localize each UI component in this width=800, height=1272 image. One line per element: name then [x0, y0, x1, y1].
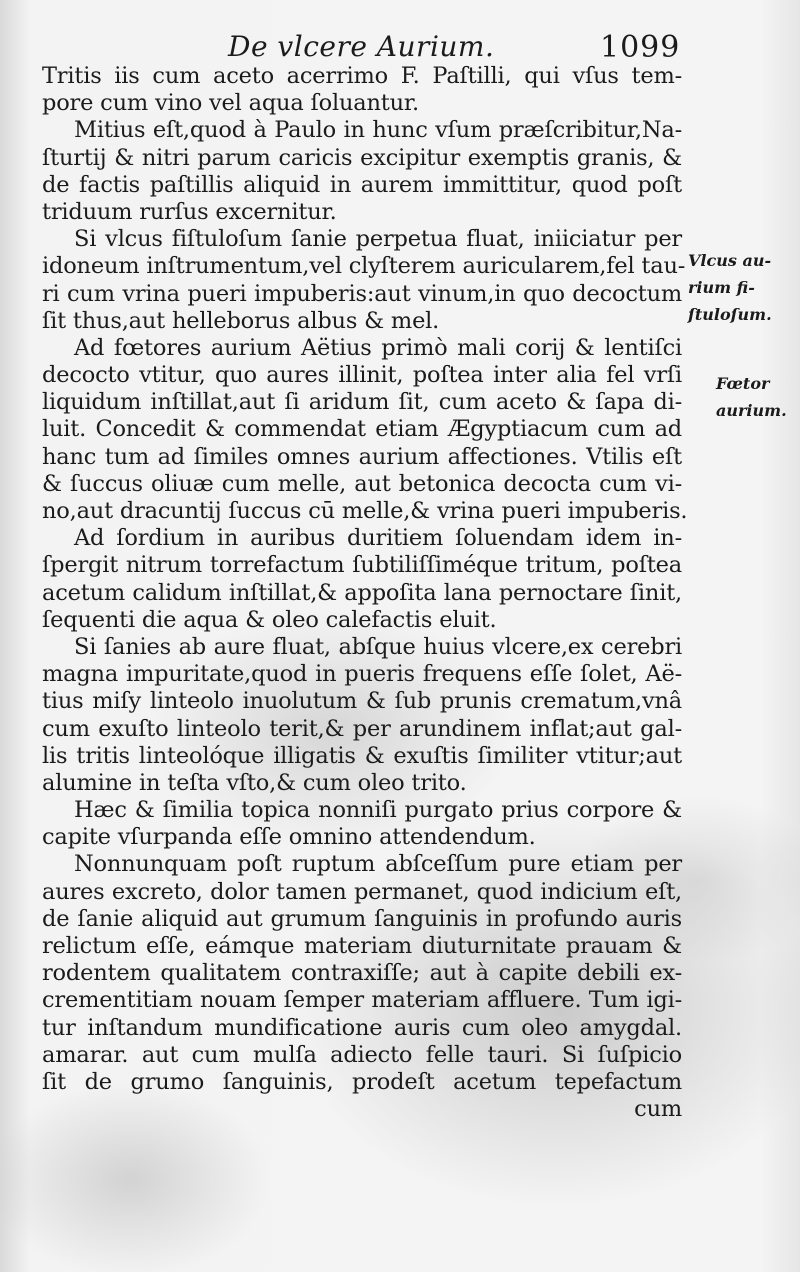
text-line: pore cum vino vel aqua ſoluantur. [42, 90, 419, 117]
text-line: crementitiam nouam ſemper materiam affluere. Tum igi- [42, 987, 682, 1014]
text-line: tur inſtandum mundificatione auris cum oleo amygdal. [42, 1014, 682, 1041]
text-line: luit. Concedit & commendat etiam Ægyptiacum cum ad [42, 416, 682, 443]
margin-note-foetor [716, 370, 800, 424]
text-line: relictum eſſe, eámque materiam diuturnitate prauam & [42, 933, 682, 959]
text-line: cum exuſto linteolo terit,& per arundinem inflat;aut gal- [42, 715, 682, 742]
text-line: ſit thus,aut helleborus albus & mel. [42, 307, 440, 334]
text-line: Si vlcus fiſtuloſum ſanie perpetua fluat, iniiciatur per [74, 226, 682, 253]
text-line: ri cum vrina pueri impuberis:aut vinum,in quo decoctum [42, 280, 682, 307]
margin-note-line: rium fi- [688, 278, 755, 298]
running-title: De vlcere Aurium. [228, 30, 495, 63]
text-line: acetum calidum inſtillat,& appoſita lana pernoctare ſinit, [42, 579, 682, 606]
margin-note-line: ſtuloſum. [688, 305, 772, 325]
text-line: idoneum inſtrumentum,vel clyſterem auricularem,fel tau- [42, 253, 686, 280]
text-line: hanc tum ad ſimiles omnes aurium affectiones. Vtilis eſt [42, 443, 682, 470]
text-line: decocto vtitur, quo aures illinit, poſtea inter alia fel vrſi [42, 362, 682, 389]
text-line: aures excreto, dolor tamen permanet, quod indicium eſt, [42, 878, 682, 905]
text-line: Hæc & ſimilia topica nonniſi purgato prius corpore & [74, 797, 682, 824]
text-line: ſpergit nitrum torrefactum ſubtiliſſiméque tritum, poſtea [42, 552, 682, 579]
text-line: ſequenti die aqua & oleo calefactis eluit. [42, 606, 497, 633]
text-line: magna impuritate,quod in pueris frequens eſſe ſolet, Aë- [42, 661, 682, 688]
margin-note-line: Vlcus au- [688, 251, 772, 270]
text-line: alumine in teſta vſto,& cum oleo trito. [42, 769, 467, 796]
text-line: triduum rurſus excernitur. [42, 198, 337, 225]
text-line: Si ſanies ab aure fluat, abſque huius vlcere,ex cerebri [74, 633, 682, 660]
text-line: tius miſy linteolo inuolutum & ſub prunis crematum,vnâ [42, 688, 682, 715]
text-line: no,aut dracuntij ſuccus cū melle,& vrina pueri impuberis. [42, 498, 688, 524]
text-line: Ad fœtores aurium Aëtius primò mali corij & lentiſci [74, 334, 682, 361]
catchword: cum [634, 1096, 682, 1123]
text-line: rodentem qualitatem contraxiſſe; aut à capite debili ex- [42, 960, 682, 987]
text-line: Mitius eſt,quod à Paulo in hunc vſum præſcribitur,Na- [74, 117, 682, 144]
text-line: ſturtij & nitri parum caricis excipitur exemptis granis, & [42, 144, 682, 171]
text-line: & ſuccus oliuæ cum melle, aut betonica decocta cum vi- [42, 470, 682, 497]
page-number: 1099 [600, 30, 681, 65]
margin-note-line: aurium. [716, 401, 787, 421]
text-line: Ad ſordium in auribus duritiem ſoluendam idem in- [74, 525, 682, 552]
text-line: de ſanie aliquid aut grumum ſanguinis in profundo auris [42, 905, 682, 932]
text-line: ſit de grumo ſanguinis, prodeſt acetum tepefactum [42, 1068, 682, 1095]
body-text [42, 63, 688, 1123]
text-line: de factis paſtillis aliquid in aurem immittitur, quod poſt [42, 171, 682, 198]
page-header [0, 26, 800, 66]
text-line: Tritis iis cum aceto acerrimo F. Paſtilli, qui vſus tem- [42, 63, 682, 89]
margin-note-line: Fœtor [716, 374, 770, 393]
text-line: liquidum inſtillat,aut ſi aridum ſit, cum aceto & ſapa di- [42, 389, 682, 416]
text-line: amarar. aut cum mulſa adiecto felle tauri. Si ſuſpicio [42, 1041, 682, 1068]
text-line: capite vſurpanda eſſe omnino attendendum. [42, 824, 536, 851]
text-line: Nonnunquam poſt ruptum abſceſſum pure etiam per [74, 851, 682, 878]
margin-note-vlcus [688, 247, 798, 329]
text-line: lis tritis linteolóque illigatis & exuſtis ſimiliter vtitur;aut [42, 742, 682, 769]
